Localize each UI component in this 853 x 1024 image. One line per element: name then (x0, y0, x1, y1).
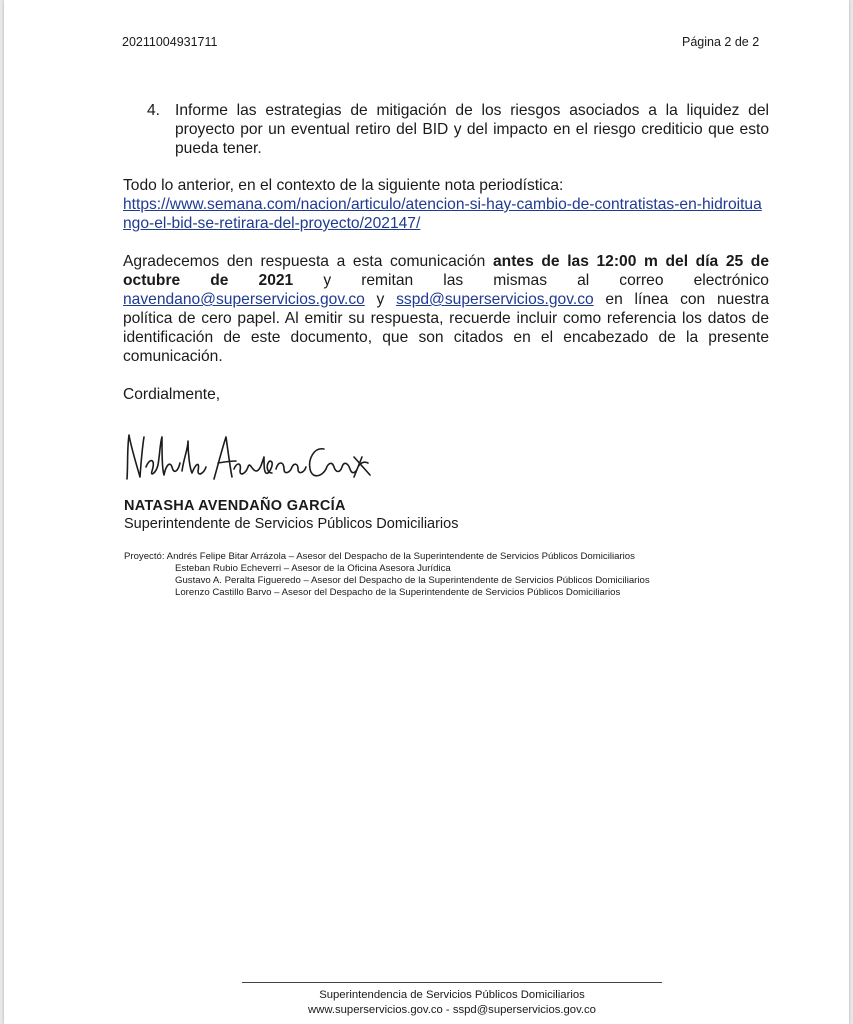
request-intro: Agradecemos den respuesta a esta comunicación (123, 253, 493, 270)
footer-organization: Superintendencia de Servicios Públicos Domiciliarios (319, 989, 585, 1001)
context-paragraph (123, 176, 769, 233)
preparer-3: Gustavo A. Peralta Figueredo – Asesor del Despacho de la Superintendente de Servicios Públicos Domiciliarios (175, 575, 650, 586)
signer-title: Superintendente de Servicios Públicos Domiciliarios (124, 516, 459, 532)
footer-divider (242, 982, 662, 983)
prepared-by-block (124, 551, 650, 599)
signer-name: NATASHA AVENDAÑO GARCÍA (124, 498, 346, 514)
page-number: Página 2 de 2 (682, 35, 760, 49)
footer-separator: - (442, 1004, 453, 1016)
preparer-4: Lorenzo Castillo Barvo – Asesor del Despacho de la Superintendente de Servicios Públicos Domiciliarios (175, 587, 621, 598)
preparer-1: Andrés Felipe Bitar Arrázola – Asesor del Despacho de la Superintendente de Servicios Públicos Domiciliarios (166, 551, 635, 562)
news-article-link[interactable]: https://www.semana.com/nacion/articulo/atencion-si-hay-cambio-de-contratistas-en-hidroituango-el-bid-se-retirara-del-proyecto/202147/ (123, 196, 762, 232)
footer-email: sspd@superservicios.gov.co (452, 1004, 596, 1016)
prepared-by-line (124, 551, 650, 563)
document-id: 20211004931711 (122, 35, 218, 49)
closing-salutation: Cordialmente, (123, 386, 221, 403)
request-rest: en línea con nuestra política de cero papel. Al emitir su respuesta, recuerde incluir como referencia los datos de identificación de este documento, que son citados en el encabezado de la presente comunicación. (123, 291, 769, 365)
preparer-2: Esteban Rubio Echeverri – Asesor de la Oficina Asesora Jurídica (175, 563, 451, 574)
list-item-number: 4. (147, 102, 161, 119)
document-page (4, 0, 849, 1024)
request-connector: y (364, 291, 397, 308)
prepared-by-label: Proyectó: (124, 551, 167, 562)
footer-contact (242, 1004, 662, 1016)
footer-website: www.superservicios.gov.co (308, 1004, 443, 1016)
list-item-text: Informe las estrategias de mitigación de los riesgos asociados a la liquidez del proyecto por un eventual retiro del BID y del impacto en el riesgo crediticio que esto pueda tener. (175, 102, 769, 157)
response-deadline: antes de las 12:00 m del día 25 de octubre de 2021 (123, 253, 770, 289)
request-mid: y remitan las mismas al correo electrónico (293, 272, 769, 289)
email-link-navendano[interactable]: navendano@superservicios.gov.co (123, 291, 365, 308)
handwritten-signature (118, 427, 388, 491)
list-item-4 (147, 101, 769, 158)
email-link-sspd[interactable]: sspd@superservicios.gov.co (396, 291, 594, 308)
context-text: Todo lo anterior, en el contexto de la siguiente nota periodística: (123, 177, 564, 194)
request-paragraph (123, 252, 769, 366)
